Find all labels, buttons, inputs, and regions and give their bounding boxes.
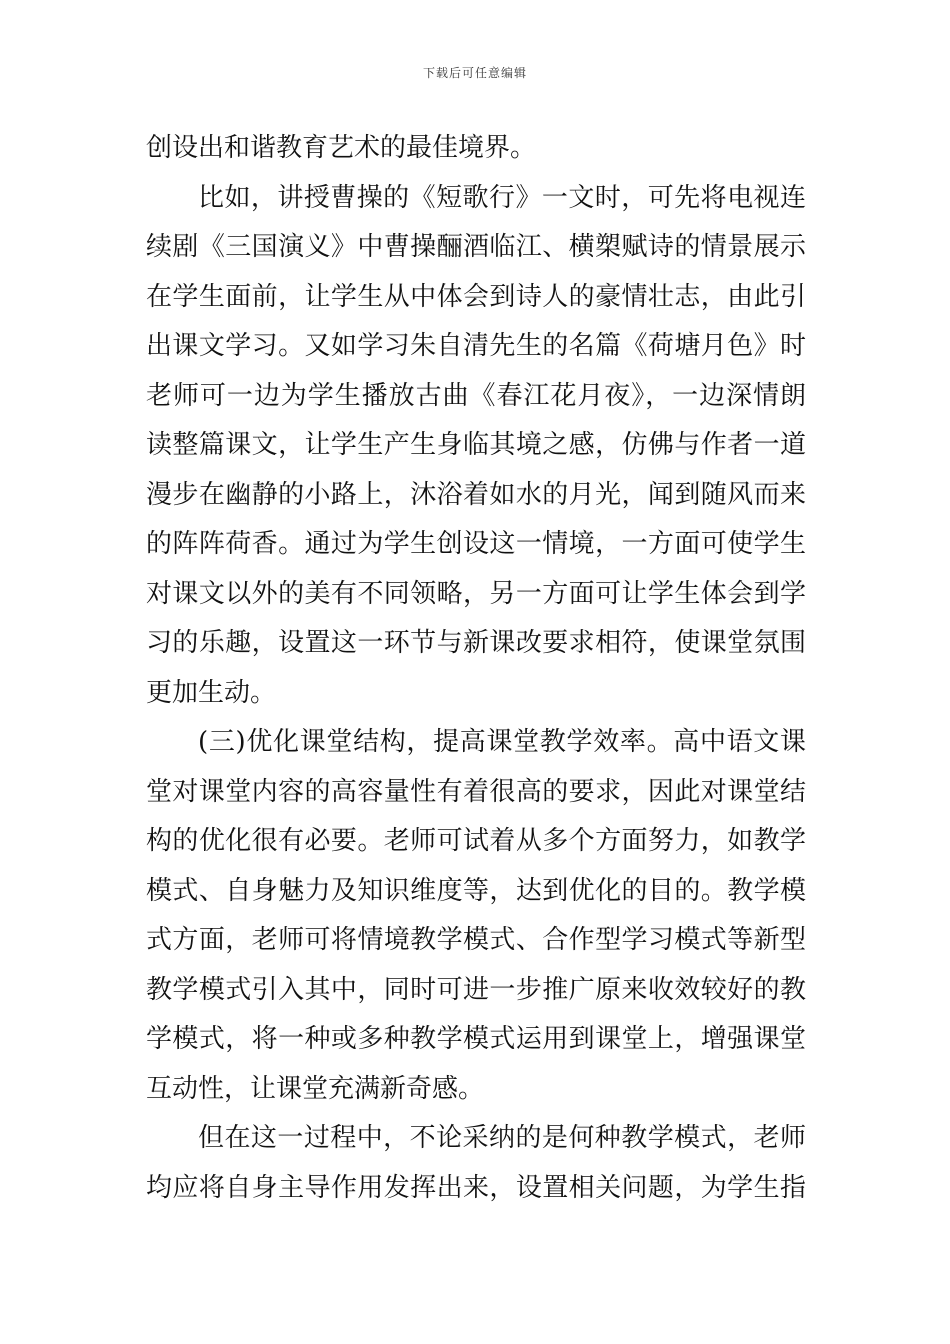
text-line: 比如，讲授曹操的《短歌行》一文时，可先将电视连 (198, 182, 806, 213)
text-line: 老师可一边为学生播放古曲《春江花月夜》，一边深情朗 (146, 380, 806, 411)
text-line: 互动性，让课堂充满新奇感。 (146, 1073, 485, 1104)
text-line: 教学模式引入其中，同时可进一步推广原来收效较好的教 (146, 974, 806, 1005)
text-line: 创设出和谐教育艺术的最佳境界。 (146, 133, 537, 163)
paragraph (146, 174, 806, 719)
text-line: 漫步在幽静的小路上，沐浴着如水的月光，闻到随风而来 (146, 479, 806, 510)
text-line: 续剧《三国演义》中曹操酾酒临江、横槊赋诗的情景展示 (146, 232, 806, 262)
text-line: 出课文学习。又如学习朱自清先生的名篇《荷塘月色》时 (146, 331, 806, 361)
page-header: 下载后可任意编辑 (422, 66, 527, 80)
text-line: 构的优化很有必要。老师可试着从多个方面努力，如教学 (146, 826, 806, 856)
paragraph (146, 1114, 806, 1213)
text-line: 更加生动。 (146, 677, 277, 708)
text-line: 均应将自身主导作用发挥出来，设置相关问题，为学生指 (146, 1172, 806, 1203)
text-line: 模式、自身魅力及知识维度等，达到优化的目的。教学模 (146, 875, 806, 906)
text-line: 对课文以外的美有不同领略，另一方面可让学生体会到学 (146, 578, 806, 609)
paragraph (146, 718, 806, 1114)
text-line: 堂对课堂内容的高容量性有着很高的要求，因此对课堂结 (146, 776, 806, 807)
text-line: 的阵阵荷香。通过为学生创设这一情境，一方面可使学生 (146, 529, 806, 559)
paragraph (146, 124, 806, 174)
text-line: 读整篇课文，让学生产生身临其境之感，仿佛与作者一道 (146, 430, 806, 460)
text-line: 学模式，将一种或多种教学模式运用到课堂上，增强课堂 (146, 1024, 806, 1054)
text-line: 在学生面前，让学生从中体会到诗人的豪情壮志，由此引 (146, 281, 806, 312)
document-body (146, 124, 806, 1213)
text-line: 式方面，老师可将情境教学模式、合作型学习模式等新型 (146, 925, 806, 955)
text-line: (三)优化课堂结构，提高课堂教学效率。高中语文课 (198, 727, 806, 757)
text-line: 习的乐趣，设置这一环节与新课改要求相符，使课堂氛围 (146, 628, 806, 658)
text-line: 但在这一过程中，不论采纳的是何种教学模式，老师 (198, 1123, 806, 1153)
